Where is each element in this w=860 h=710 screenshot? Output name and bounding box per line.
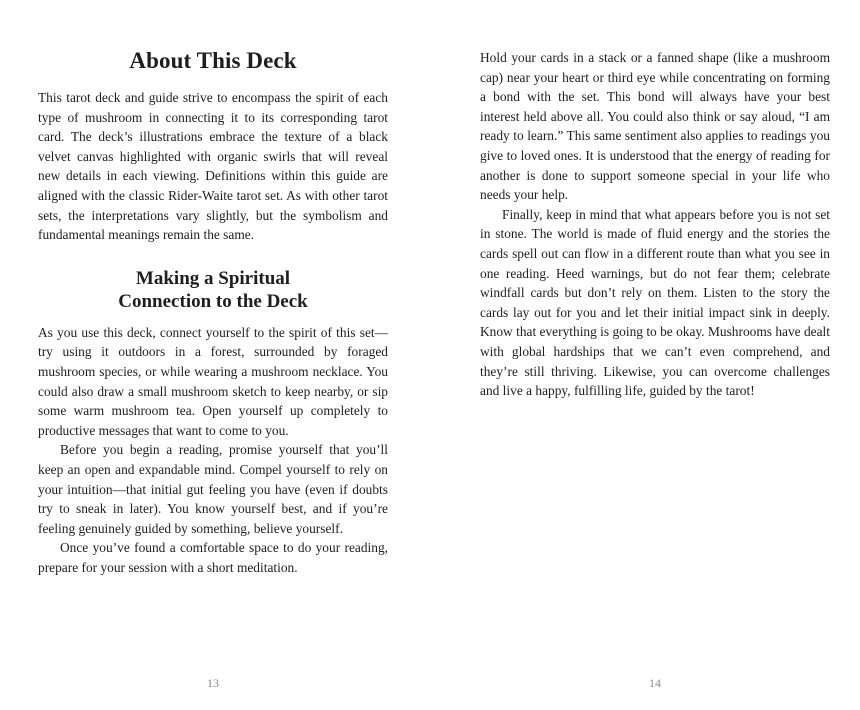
body-paragraph: Once you’ve found a comfortable space to do your reading, prepare for your session with a short meditation.: [38, 540, 388, 575]
body-paragraph: Finally, keep in mind that what appears before you is not set in stone. The world is made of fluid energy and the stories the cards spell out can flow in a different route than what you see in one reading. Heed warnings, but do not fear them; celebrate windfall cards but don’t rely on them. Listen to the story the cards lay out for you and let their initial impact sink in deeply. Know that everything is going to be okay. Mushrooms have dealt with global hardships that we can’t even comprehend, and they’re still thriving. Likewise, you can overcome challenges and live a happy, fulfilling life, guided by the tarot!: [480, 206, 830, 399]
right-page: [480, 0, 830, 710]
body-paragraph: Hold your cards in a stack or a fanned shape (like a mushroom cap) near your heart or third eye while concentrating on forming a bond with the set. This bond will always have your best interest held above all. You could also think or say aloud, “I am ready to learn.” This same sentiment also applies to readings you give to loved ones. It is understood that the energy of reading for another is done to support someone special in your life who needs your help.: [480, 50, 830, 203]
body-paragraph: Before you begin a reading, promise yourself that you’ll keep an open and expandable mind. Compel yourself to rely on your intuition—that initial gut feeling you have (even if doubts try to sneak in later). You know yourself best, and if you’re feeling genuinely guided by something, believe yourself.: [38, 442, 388, 536]
section-heading: [38, 267, 388, 313]
page-number: 14: [649, 676, 661, 690]
body-paragraph: As you use this deck, connect yourself to the spirit of this set—try using it outdoors in a forest, surrounded by foraged mushroom species, or while wearing a mushroom necklace. You could also draw a small mushroom sketch to keep nearby, or sip some warm mushroom tea. Open yourself up completely to productive messages that want to come to you.: [38, 324, 388, 438]
section-heading-line-1: Making a Spiritual: [135, 267, 291, 289]
section-heading-line-2: Connection to the Deck: [118, 290, 308, 312]
page-number: 13: [207, 676, 219, 690]
intro-paragraph: This tarot deck and guide strive to encompass the spirit of each type of mushroom in connecting it to its corresponding tarot card. The deck’s illustrations embrace the texture of a black velvet canvas highlighted with organic swirls that will reveal new details in each viewing. Definitions within this guide are aligned with the classic Rider-Waite tarot set. As with other tarot sets, the interpretations vary slightly, but the symbolism and fundamental meanings remain the same.: [38, 90, 388, 243]
left-page: [38, 0, 388, 710]
page-title: About This Deck: [129, 48, 297, 73]
